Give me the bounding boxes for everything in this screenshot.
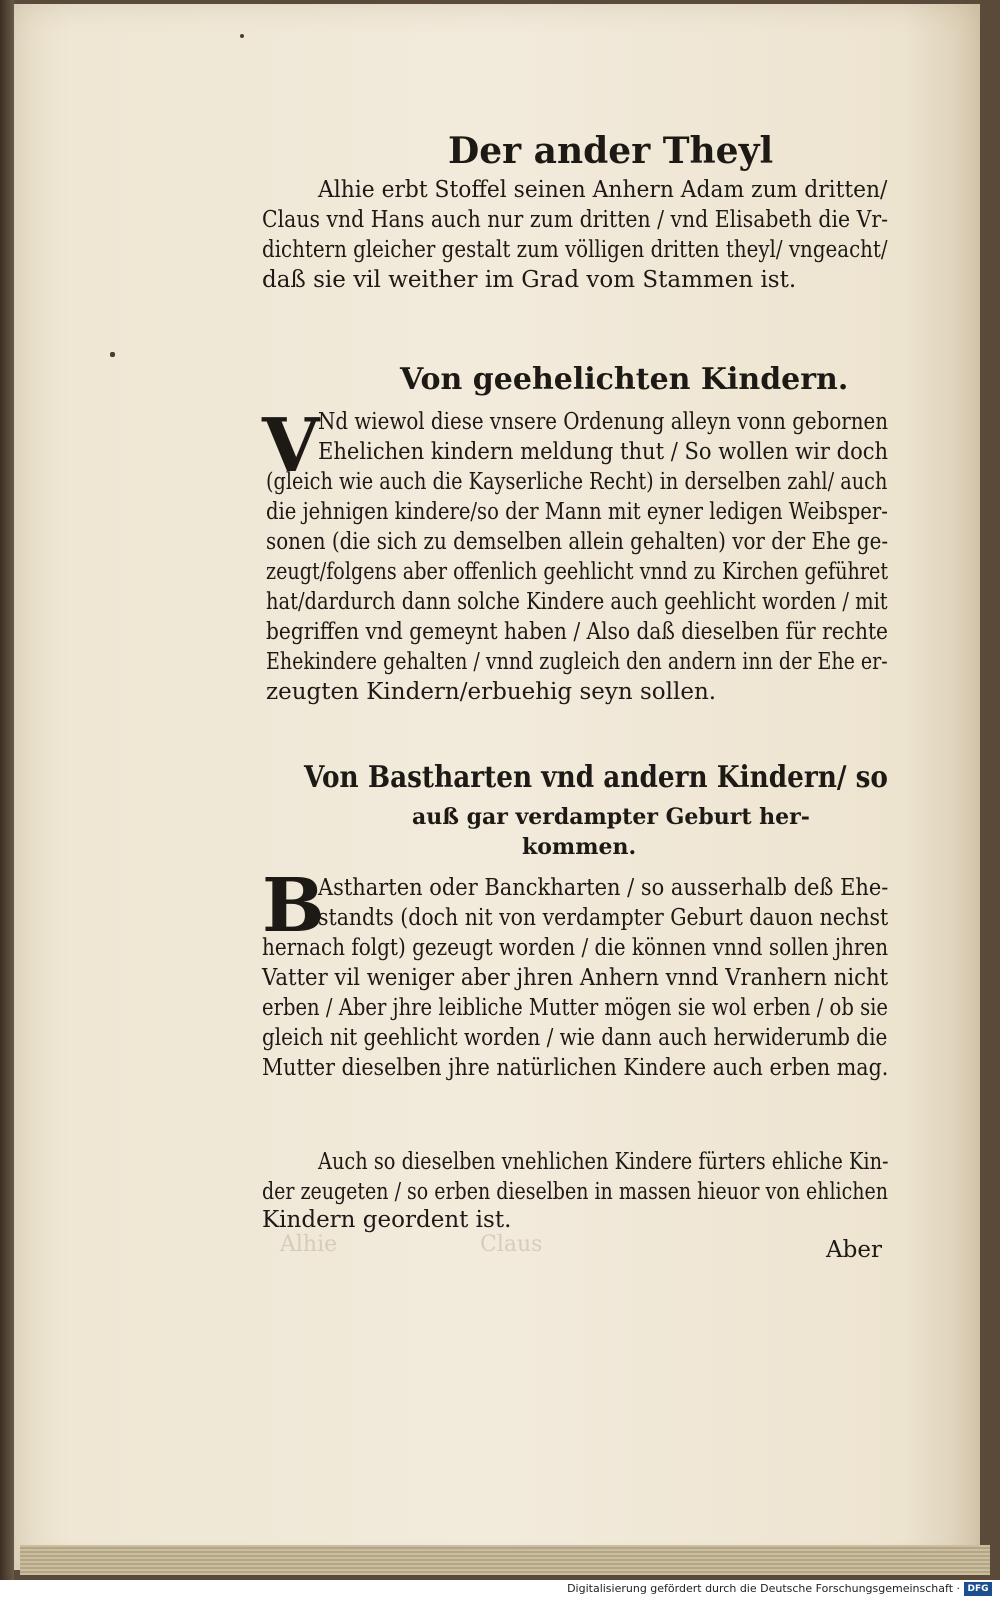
section-line: standts (doch nit von verdampter Geburt dauon nechst bbox=[318, 905, 889, 931]
section-line: hernach folgt) gezeugt worden / die können vnnd sollen jhren bbox=[262, 935, 889, 961]
section-line: Mutter dieselben jhre natürlichen Kindere auch erben mag. bbox=[262, 1055, 889, 1081]
section-line: Auch so dieselben vnehlichen Kindere fürters ehliche Kin- bbox=[318, 1149, 889, 1175]
ink-speck bbox=[240, 34, 244, 38]
page-stack-edge bbox=[20, 1545, 990, 1575]
footer-bar bbox=[0, 1580, 1000, 1598]
section-line: begriffen vnd gemeynt haben / Also daß dieselben für rechte bbox=[266, 619, 888, 645]
section-line: Ehelichen kindern meldung thut / So wollen wir doch bbox=[318, 439, 889, 465]
section-line: Vatter vil weniger aber jhren Anhern vnnd Vranhern nicht bbox=[262, 965, 889, 991]
running-head: Der ander Theyl bbox=[448, 130, 774, 172]
bleed-through-text: Alhie bbox=[280, 1232, 338, 1257]
section-line: gleich nit geehlicht worden / wie dann auch herwiderumb die bbox=[262, 1025, 888, 1051]
section-heading-cont: kommen. bbox=[522, 834, 637, 860]
dfg-logo: DFG bbox=[964, 1582, 992, 1596]
section-line: zeugt/folgens aber offenlich geehlicht vnnd zu Kirchen geführet bbox=[266, 559, 889, 585]
intro-line: dichtern gleicher gestalt zum völligen dritten theyl/ vngeacht/ bbox=[262, 237, 888, 263]
ink-speck bbox=[110, 352, 115, 357]
section-line: sonen (die sich zu demselben allein gehalten) vor der Ehe ge- bbox=[266, 529, 889, 555]
section-line: Nd wiewol diese vnsere Ordenung alleyn vonn gebornen bbox=[318, 409, 889, 435]
section-line: zeugten Kindern/erbuehig seyn sollen. bbox=[266, 679, 717, 705]
drop-cap: V bbox=[262, 403, 320, 489]
section-line: hat/dardurch dann solche Kindere auch geehlicht worden / mit bbox=[266, 589, 888, 615]
section-line: Kindern geordent ist. bbox=[262, 1207, 512, 1233]
digitization-credit: Digitalisierung gefördert durch die Deutsche Forschungsgemeinschaft · bbox=[567, 1582, 960, 1595]
section-line: die jehnigen kindere/so der Mann mit eyner ledigen Weibsper- bbox=[266, 499, 888, 525]
intro-line: Claus vnd Hans auch nur zum dritten / vnd Elisabeth die Vr- bbox=[262, 207, 888, 233]
binding-edge bbox=[0, 0, 14, 1580]
section-line: Ehekindere gehalten / vnnd zugleich den andern inn der Ehe er- bbox=[266, 649, 888, 675]
section-heading: Von geehelichten Kindern. bbox=[400, 362, 849, 397]
intro-line: Alhie erbt Stoffel seinen Anhern Adam zum dritten/ bbox=[318, 177, 888, 203]
section-heading: Von Bastharten vnd andern Kindern/ so bbox=[304, 760, 888, 795]
section-line: Astharten oder Banckharten / so ausserhalb deß Ehe- bbox=[318, 875, 889, 901]
drop-cap: B bbox=[262, 863, 325, 949]
catchword: Aber bbox=[826, 1237, 882, 1263]
section-line: der zeugeten / so erben dieselben in massen hieuor von ehlichen bbox=[262, 1179, 888, 1205]
section-line: erben / Aber jhre leibliche Mutter mögen sie wol erben / ob sie bbox=[262, 995, 888, 1021]
section-line: (gleich wie auch die Kayserliche Recht) in derselben zahl/ auch bbox=[266, 469, 888, 495]
section-heading-cont: auß gar verdampter Geburt her- bbox=[412, 804, 810, 830]
bleed-through-text: Claus bbox=[480, 1232, 543, 1257]
intro-line: daß sie vil weither im Grad vom Stammen ist. bbox=[262, 267, 797, 293]
